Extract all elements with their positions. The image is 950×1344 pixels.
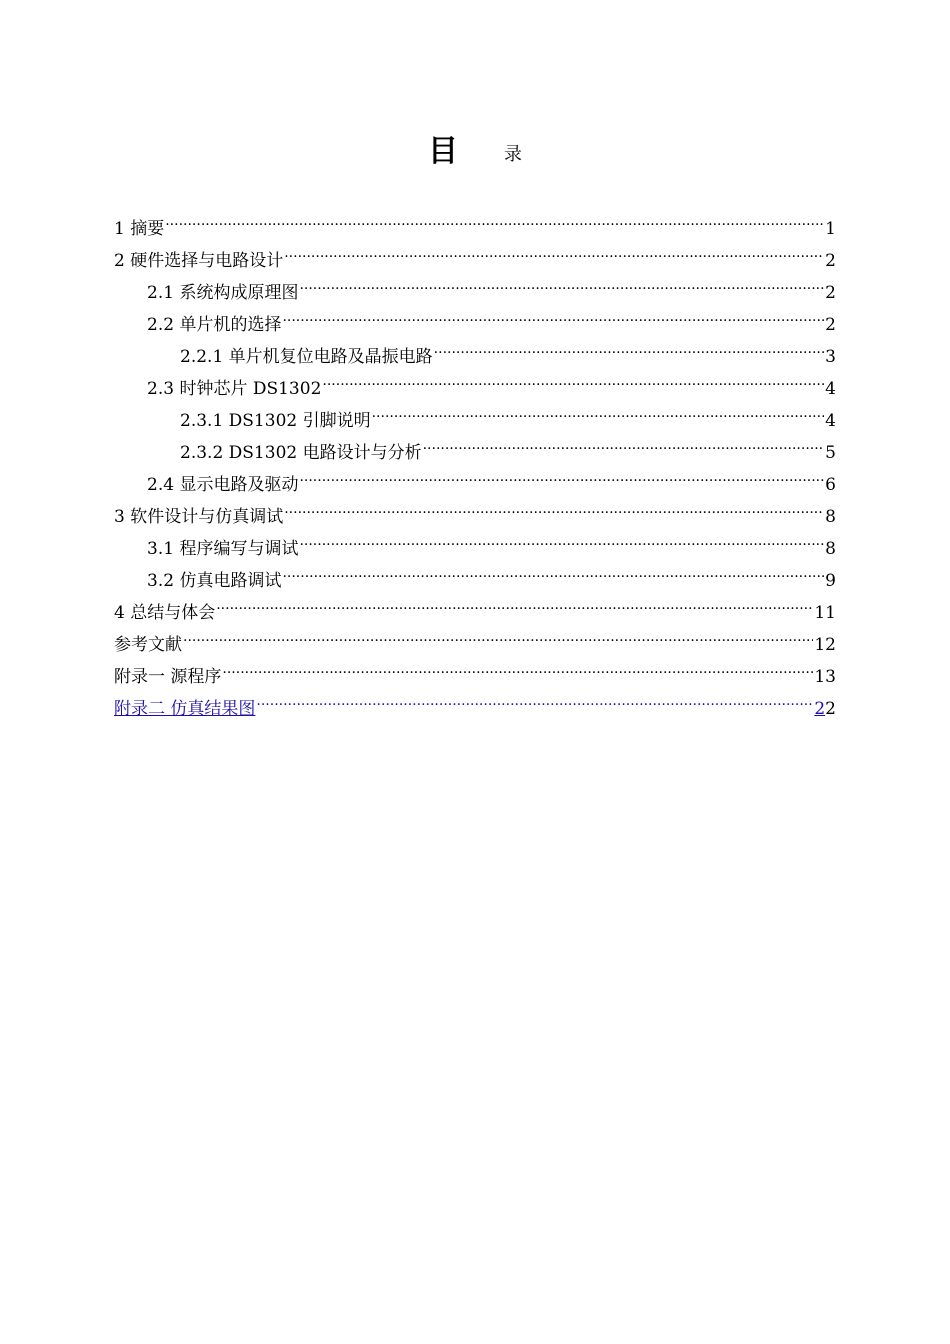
toc-dot-leader [282,298,824,330]
toc-entry-page-number: 8 [825,539,836,559]
table-of-contents [114,202,836,719]
toc-entry[interactable] [114,202,836,239]
toc-entry[interactable] [114,586,836,623]
toc-entry-label: 2.4 显示电路及驱动 [147,475,299,495]
toc-entry-page-number: 6 [825,475,836,495]
toc-entry-page-number [814,693,836,725]
toc-entry-label: 2.1 系统构成原理图 [147,283,299,303]
toc-entry-label: 参考文献 [114,635,182,655]
toc-entry-page-number: 1 [825,219,836,239]
toc-dot-leader [284,490,824,522]
toc-dot-leader [216,586,813,618]
toc-entry-label: 4 总结与体会 [114,603,216,623]
toc-entry-page-number: 4 [825,379,836,399]
toc-dot-leader [423,426,825,458]
toc-dot-leader [299,458,824,490]
toc-entry-label: 2.3 时钟芯片 DS1302 [147,379,322,399]
toc-page-number-first-digit: 2 [814,699,826,719]
toc-entry-label: 2.3.1 DS1302 引脚说明 [180,411,371,431]
toc-dot-leader [322,362,824,394]
toc-dot-leader [299,522,824,554]
toc-entry[interactable] [114,618,836,655]
toc-entry-page-number: 2 [825,251,836,271]
toc-entry-page-number: 8 [825,507,836,527]
toc-entry-page-number: 2 [825,315,836,335]
toc-entry-page-number: 11 [814,603,836,623]
title-char-lu: 录 [504,144,522,165]
toc-entry-label: 3 软件设计与仿真调试 [114,507,284,527]
toc-entry-label: 3.2 仿真电路调试 [147,571,282,591]
toc-entry-label: 3.1 程序编写与调试 [147,539,299,559]
toc-dot-leader [165,202,824,234]
toc-entry-page-number: 4 [825,411,836,431]
toc-entry-label: 1 摘要 [114,219,165,239]
toc-dot-leader [434,330,825,362]
toc-entry-page-number: 3 [825,347,836,367]
title-char-mu: 目 [428,134,458,169]
toc-entry-page-number: 13 [814,667,836,687]
toc-entry-page-number: 12 [814,635,836,655]
toc-dot-leader [222,650,813,682]
toc-entry[interactable] [114,650,836,687]
toc-dot-leader [372,394,825,426]
toc-entry-label: 2.2 单片机的选择 [147,315,282,335]
toc-entry-label: 附录一 源程序 [114,667,222,687]
toc-entry-page-number: 5 [825,443,836,463]
toc-entry-label: 附录二 仿真结果图 [114,699,256,719]
toc-dot-leader [282,554,824,586]
toc-entry-page-number: 2 [825,283,836,303]
toc-entry-link[interactable] [114,682,836,719]
toc-entry-page-number: 9 [825,571,836,591]
toc-entry-label: 2.2.1 单片机复位电路及晶振电路 [180,347,433,367]
toc-entry[interactable] [114,234,836,271]
toc-entry-label: 2 硬件选择与电路设计 [114,251,284,271]
toc-page-number-rest: 2 [825,699,836,719]
toc-dot-leader [299,266,824,298]
toc-dot-leader [284,234,824,266]
toc-dot-leader [256,682,813,714]
toc-entry-label: 2.3.2 DS1302 电路设计与分析 [180,443,422,463]
toc-dot-leader [183,618,813,650]
page-title [0,132,950,172]
